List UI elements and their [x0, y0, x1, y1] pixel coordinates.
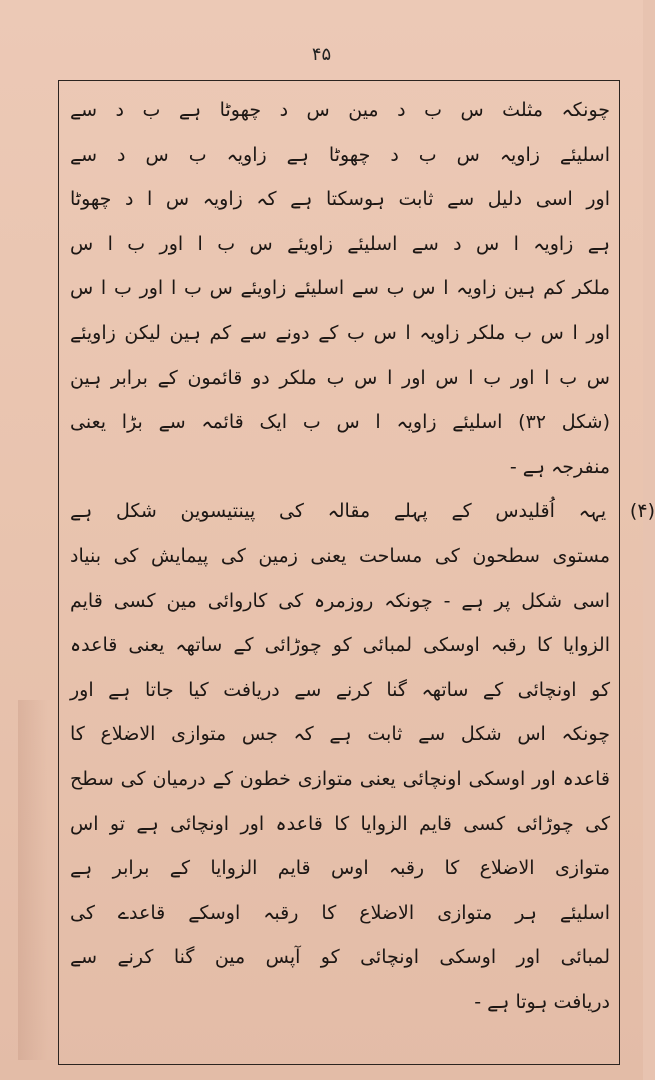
text-line: لمبائی اور اوسکی اونچائی کو آپس مین گنا کرنے سے: [70, 946, 610, 969]
text-line: کو اونچائی کے ساتھہ گنا کرنے سے دریافت کیا جاتا ہے اور: [70, 678, 610, 701]
text-line: اسلیئے زاویہ س ب د چھوٹا ہے زاویہ ب س د سے: [70, 143, 610, 166]
text-block: [70, 88, 655, 1024]
paragraph-heading-line: (۴) یہہ اُقلیدس کے پہلے مقالہ کی پینتیسوین شکل ہے: [70, 500, 655, 523]
text-line: چونکہ مثلث س ب د مین س د چھوٹا ہے ب د سے: [70, 99, 610, 121]
text-line: قاعدہ اور اوسکی اونچائی یعنی متوازی خطون کے درمیان کی سطح: [70, 767, 610, 790]
text-line: اور ا س ب ملکر زاویہ ا س ب کے دونے سے کم ہین لیکن زاویئے: [70, 321, 610, 344]
text-line: متوازی الاضلاع کا رقبہ اوس قایم الزوایا کے برابر ہے: [70, 857, 610, 880]
text-line: ملکر کم ہین زاویہ ا س ب سے اسلیئے زاویئے س ب ا اور ب ا س: [70, 277, 610, 300]
text-line: ہے زاویہ ا س د سے اسلیئے زاویئے س ب ا اور ب ا س: [70, 232, 610, 255]
page-stain: [18, 700, 48, 1060]
text-line: اسی شکل پر ہے - چونکہ روزمرہ کی کاروائی مین کسی قایم: [70, 589, 610, 612]
text-line: اسلیئے ہر متوازی الاضلاع کا رقبہ اوسکے قاعدے کی: [70, 901, 610, 924]
text-line: کی چوڑائی کسی قایم الزوایا کا قاعدہ اور اونچائی ہے تو اس: [70, 812, 610, 835]
page-number: ۴۵: [311, 44, 332, 65]
text-line: دریافت ہوتا ہے -: [474, 990, 610, 1013]
text-line: (شکل ۳۲) اسلیئے زاویہ ا س ب ایک قائمہ سے بڑا یعنی: [70, 411, 610, 434]
text-line: اور اسی دلیل سے ثابت ہوسکتا ہے کہ زاویہ س ا د چھوٹا: [70, 188, 610, 211]
text-line: س ب ا اور ب ا س اور ا س ب ملکر دو قائمون کے برابر ہین: [70, 366, 610, 389]
text-line: الزوایا کا رقبہ اوسکی لمبائی کو چوڑائی کے ساتھہ یعنی قاعدہ: [70, 634, 610, 657]
text-line: منفرجہ ہے -: [509, 455, 610, 478]
text-line: مستوی سطحون کی مساحت یعنی زمین کی پیمایش کی بنیاد: [70, 544, 610, 567]
text-line: چونکہ اس شکل سے ثابت ہے کہ جس متوازی الاضلاع کا: [70, 723, 610, 746]
